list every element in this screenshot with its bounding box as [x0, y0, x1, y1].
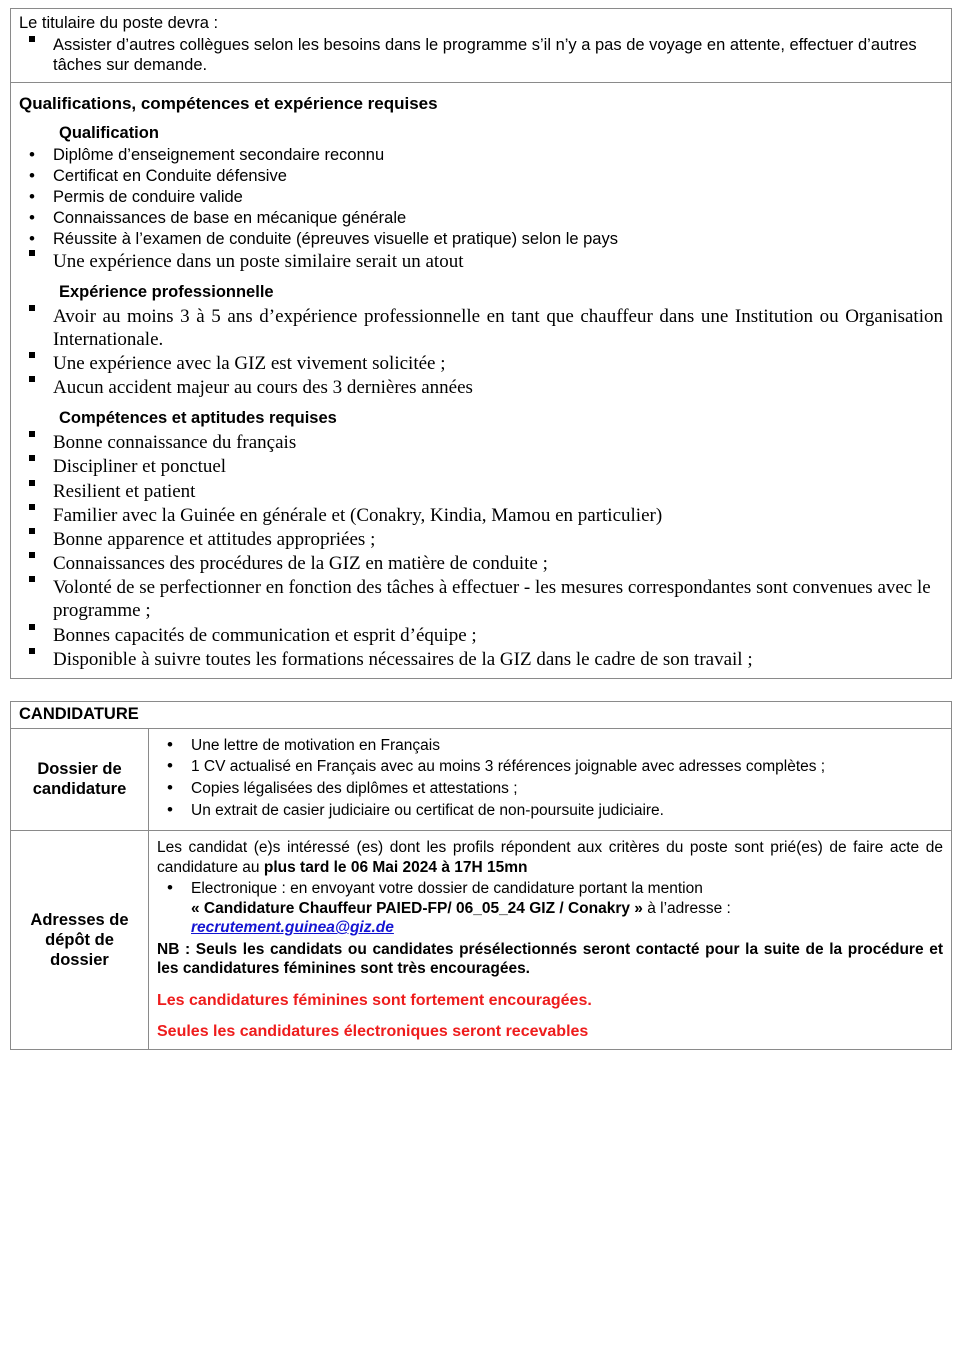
document-page: [0, 8, 960, 1365]
list-item: [19, 648, 943, 671]
list-item: [19, 431, 943, 454]
duties-lead-in: Le titulaire du poste devra :: [19, 14, 219, 32]
row-label-adresses: Adresses de dépôt de dossier: [11, 831, 149, 1050]
list-item: [19, 624, 943, 647]
submission-address-suffix: à l’adresse :: [642, 899, 731, 917]
list-item: [19, 36, 943, 76]
table-row: [11, 701, 952, 728]
list-item: [157, 779, 943, 799]
list-item: [157, 879, 943, 938]
experience-list: [19, 305, 943, 400]
dossier-item: Un extrait de casier judiciaire ou certificat de non-poursuite judiciaire.: [191, 801, 664, 819]
row-body-dossier: [149, 728, 952, 830]
qualification-item: Connaissances de base en mécanique générale: [53, 208, 407, 227]
list-item: [19, 376, 943, 399]
dossier-item: Copies légalisées des diplômes et attestations ;: [191, 779, 518, 797]
experience-item: Avoir au moins 3 à 5 ans d’expérience professionnelle en tant que chauffeur dans une Institution ou Organisation Internationale.: [53, 305, 943, 350]
table-row: [11, 831, 952, 1050]
competence-item: Bonnes capacités de communication et esprit d’équipe ;: [53, 624, 477, 646]
qualification-list: [19, 146, 943, 249]
section-heading-experience: Expérience professionnelle: [59, 282, 274, 301]
qualification-list-serif: [19, 250, 943, 273]
list-item: [19, 504, 943, 527]
competence-item: Volonté de se perfectionner en fonction des tâches à effectuer - les mesures correspondantes sont convenues avec le programme ;: [53, 577, 931, 622]
list-item: [19, 455, 943, 478]
list-item: [19, 528, 943, 551]
submission-deadline: plus tard le 06 Mai 2024 à 17H 15mn: [263, 858, 528, 876]
candidature-table: [10, 701, 952, 1050]
red-notice-female-applicants: Les candidatures féminines sont fortement encouragées.: [157, 991, 592, 1009]
table-row: [11, 9, 952, 83]
competence-item: Discipliner et ponctuel: [53, 456, 227, 478]
submission-methods-list: [157, 879, 943, 938]
section-heading-competences: Compétences et aptitudes requises: [59, 409, 337, 428]
duty-text: Assister d’autres collègues selon les besoins dans le programme s’il n’y a pas de voyage en attente, effectuer d’autres tâches sur demande.: [53, 35, 917, 74]
qualification-item: Diplôme d’enseignement secondaire reconnu: [53, 146, 385, 165]
red-notice-electronic-only: Seules les candidatures électroniques seront recevables: [157, 1022, 589, 1040]
submission-intro-text: Les candidat (e)s intéressé (es) dont les profils répondent aux critères du poste sont prié(es) de faire acte de candidature au: [157, 839, 943, 876]
competence-item: Resilient et patient: [53, 480, 196, 502]
experience-item: Aucun accident majeur au cours des 3 dernières années: [53, 377, 473, 399]
submission-method-electronic: Electronique : en envoyant votre dossier de candidature portant la mention: [191, 880, 703, 898]
dossier-item: 1 CV actualisé en Français avec au moins 3 références joignable avec adresses complètes ;: [191, 758, 826, 776]
list-item: [19, 480, 943, 503]
competence-item: Bonne connaissance du français: [53, 432, 297, 454]
candidature-header: CANDIDATURE: [11, 701, 952, 728]
competence-item: Familier avec la Guinée en générale et (Conakry, Kindia, Mamou en particulier): [53, 504, 663, 526]
list-item: [19, 230, 943, 250]
list-item: [19, 352, 943, 375]
submission-subject-line: « Candidature Chauffeur PAIED-FP/ 06_05_24 GIZ / Conakry »: [191, 899, 643, 917]
requirements-heading: Qualifications, compétences et expérience requises: [19, 94, 438, 114]
row-body-adresses: [149, 831, 952, 1050]
table-row: [11, 83, 952, 679]
list-item: [19, 552, 943, 575]
qualification-item: Certificat en Conduite défensive: [53, 167, 287, 186]
competence-item: Bonne apparence et attitudes appropriées ;: [53, 528, 376, 550]
table-row: [11, 728, 952, 830]
qualification-item: Une expérience dans un poste similaire serait un atout: [53, 251, 464, 273]
list-item: [19, 146, 943, 166]
list-item: [19, 167, 943, 187]
dossier-list: [157, 736, 943, 820]
list-item: [157, 801, 943, 821]
list-item: [19, 188, 943, 208]
row-label-dossier: Dossier de candidature: [11, 728, 149, 830]
nb-notice: NB : Seuls les candidats ou candidates présélectionnés seront contacté pour la suite de la procédure et les candidatures féminines sont très encouragées.: [157, 940, 943, 978]
list-item: [19, 209, 943, 229]
dossier-item: Une lettre de motivation en Français: [191, 736, 440, 754]
duties-list: [19, 36, 943, 76]
list-item: [19, 250, 943, 273]
list-item: [19, 576, 943, 622]
competence-item: Connaissances des procédures de la GIZ en matière de conduite ;: [53, 553, 548, 575]
submission-intro: [157, 838, 943, 877]
recruitment-email-link[interactable]: recrutement.guinea@giz.de: [191, 919, 394, 937]
qualification-item: Réussite à l’examen de conduite (épreuves visuelle et pratique) selon le pays: [53, 229, 618, 248]
experience-item: Une expérience avec la GIZ est vivement solicitée ;: [53, 352, 446, 374]
qualification-item: Permis de conduire valide: [53, 187, 243, 206]
list-item: [157, 736, 943, 756]
duties-cell: [11, 9, 952, 83]
competences-list: [19, 431, 943, 671]
list-item: [19, 305, 943, 351]
competence-item: Disponible à suivre toutes les formations nécessaires de la GIZ dans le cadre de son travail ;: [53, 648, 753, 670]
duties-and-qualifications-table: [10, 8, 952, 679]
qualifications-cell: [11, 83, 952, 679]
list-item: [157, 757, 943, 777]
section-heading-qualification: Qualification: [59, 124, 159, 143]
